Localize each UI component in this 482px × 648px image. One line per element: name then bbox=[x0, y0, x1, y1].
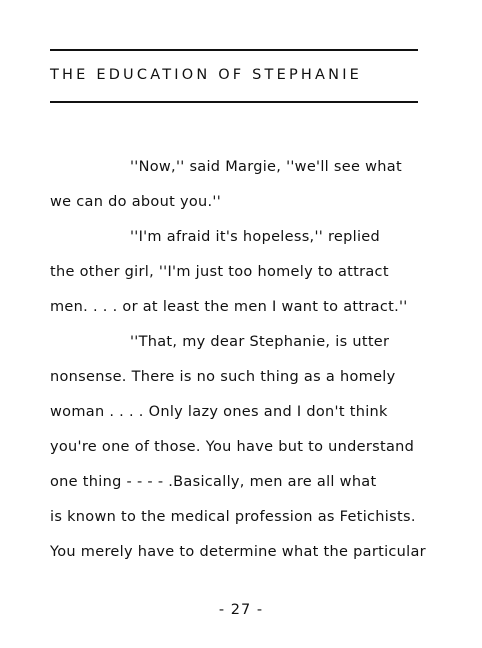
text-line-8: woman . . . . Only lazy ones and I don't think bbox=[50, 404, 388, 420]
header-rule-top bbox=[50, 49, 418, 51]
text-line-1: ''Now,'' said Margie, ''we'll see what bbox=[130, 159, 402, 175]
text-line-9: you're one of those. You have but to understand bbox=[50, 439, 415, 455]
text-line-7: nonsense. There is no such thing as a homely bbox=[50, 369, 396, 385]
running-title: THE EDUCATION OF STEPHANIE bbox=[50, 67, 363, 83]
text-line-2: we can do about you.'' bbox=[50, 194, 221, 210]
text-line-3: ''I'm afraid it's hopeless,'' replied bbox=[130, 229, 380, 245]
text-line-6: ''That, my dear Stephanie, is utter bbox=[130, 334, 390, 350]
text-line-10: one thing - - - - .Basically, men are all what bbox=[50, 474, 377, 490]
text-line-4: the other girl, ''I'm just too homely to attract bbox=[50, 264, 389, 280]
text-line-5: men. . . . or at least the men I want to attract.'' bbox=[50, 299, 408, 315]
header-rule-bottom bbox=[50, 101, 418, 103]
page-number: - 27 - bbox=[218, 602, 264, 618]
text-line-11: is known to the medical profession as Fetichists. bbox=[50, 509, 416, 525]
text-line-12: You merely have to determine what the particular bbox=[50, 544, 426, 560]
